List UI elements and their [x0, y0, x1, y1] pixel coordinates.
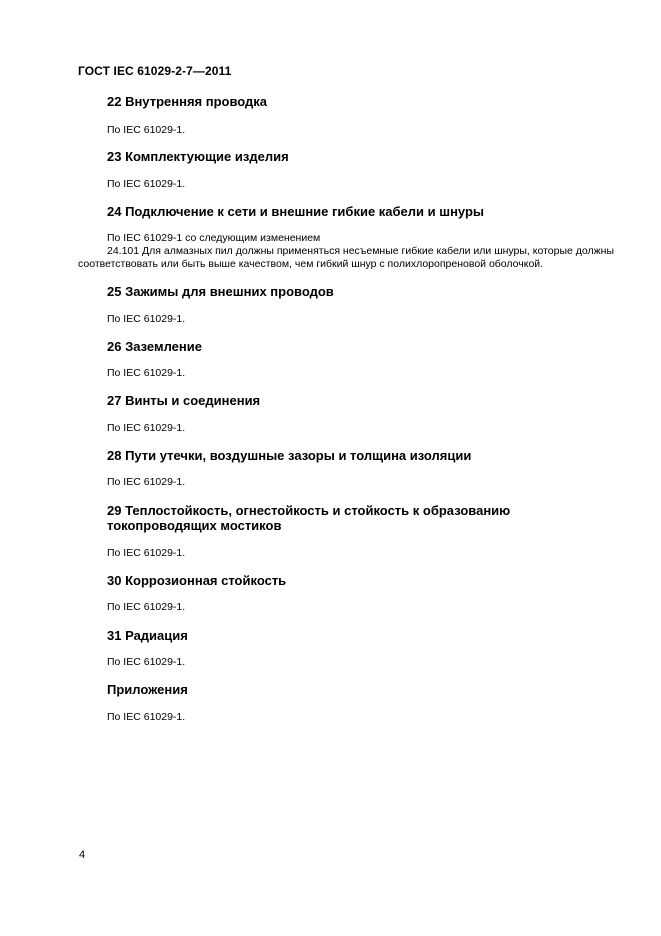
- section-26-body: По IEC 61029-1.: [107, 367, 186, 379]
- section-23-body: По IEC 61029-1.: [107, 178, 186, 190]
- section-29-title-line1: 29 Теплостойкость, огнестойкость и стойкость к образованию: [107, 503, 511, 518]
- section-31-body: По IEC 61029-1.: [107, 656, 186, 668]
- section-25-title: 25 Зажимы для внешних проводов: [107, 284, 334, 299]
- section-25-body: По IEC 61029-1.: [107, 313, 186, 325]
- appendices-body: По IEC 61029-1.: [107, 711, 186, 723]
- section-29-body: По IEC 61029-1.: [107, 547, 186, 559]
- section-28-title: 28 Пути утечки, воздушные зазоры и толщина изоляции: [107, 448, 472, 463]
- appendices-title: Приложения: [107, 682, 188, 697]
- section-24-101-paragraph: 24.101 Для алмазных пил должны применяться несъемные гибкие кабели или шнуры, которые должны соответствовать или быть выше качеством, чем гибкий шнур с полихлоропреновой оболочкой.: [78, 245, 614, 270]
- section-27-body: По IEC 61029-1.: [107, 422, 186, 434]
- document-header: ГОСТ IEC 61029-2-7—2011: [78, 64, 232, 78]
- section-27-title: 27 Винты и соединения: [107, 393, 261, 408]
- page-number: 4: [79, 849, 86, 861]
- section-30-body: По IEC 61029-1.: [107, 601, 186, 613]
- section-22-body: По IEC 61029-1.: [107, 124, 186, 136]
- section-26-title: 26 Заземление: [107, 339, 202, 354]
- section-24-title: 24 Подключение к сети и внешние гибкие кабели и шнуры: [107, 204, 485, 219]
- section-24-body: По IEC 61029-1 со следующим изменением: [107, 232, 321, 244]
- section-31-title: 31 Радиация: [107, 628, 188, 643]
- section-30-title: 30 Коррозионная стойкость: [107, 573, 287, 588]
- section-23-title: 23 Комплектующие изделия: [107, 149, 289, 164]
- section-29-title-line2: токопроводящих мостиков: [107, 518, 282, 533]
- section-28-body: По IEC 61029-1.: [107, 476, 186, 488]
- section-22-title: 22 Внутренняя проводка: [107, 94, 268, 109]
